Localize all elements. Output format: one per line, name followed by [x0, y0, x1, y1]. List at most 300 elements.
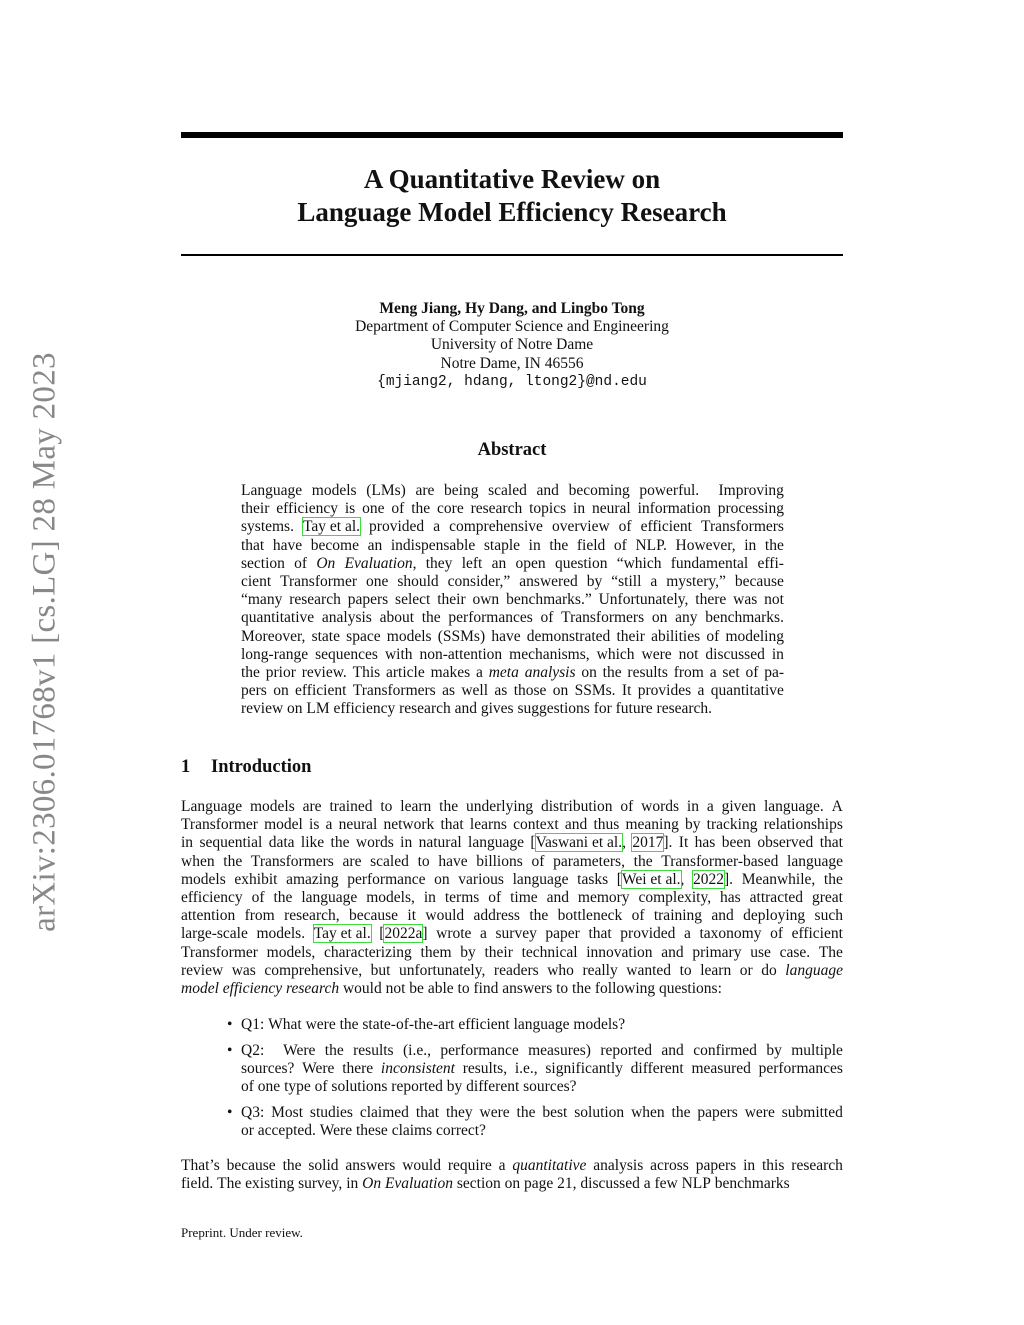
word-group	[639, 482, 699, 500]
word: they	[445, 1104, 473, 1121]
word-group	[223, 853, 242, 871]
word-group	[470, 816, 507, 834]
word: were	[305, 1016, 336, 1033]
text-line	[241, 1042, 843, 1060]
word: words	[641, 798, 680, 815]
word: that	[588, 925, 612, 943]
word: Transformer	[181, 816, 258, 834]
word-group	[241, 482, 302, 500]
word: data	[268, 834, 295, 852]
word-group	[370, 853, 409, 871]
word: tasks	[577, 870, 609, 888]
citation-link[interactable]: 2022a	[384, 925, 423, 943]
word: various	[458, 870, 504, 888]
word-group	[268, 1016, 302, 1034]
word: efficient	[458, 1016, 510, 1033]
word-group	[331, 834, 350, 852]
word: because	[734, 573, 784, 591]
word: of	[391, 500, 405, 518]
word: deploying	[743, 907, 806, 925]
word: measured	[691, 1060, 751, 1078]
word-group	[638, 682, 691, 700]
word-group	[280, 573, 357, 591]
word: of	[620, 798, 634, 815]
word-group	[181, 834, 193, 852]
text-line	[241, 482, 784, 500]
section-title: Introduction	[211, 757, 312, 777]
word-group	[494, 962, 539, 980]
word-group	[463, 1060, 507, 1078]
word-group	[491, 628, 520, 646]
word-group	[616, 628, 644, 646]
word-group	[241, 555, 285, 573]
word-group	[657, 700, 713, 718]
word: one	[257, 1078, 281, 1096]
word: survey,	[298, 1175, 343, 1193]
word-group	[661, 1042, 683, 1060]
word-group	[573, 500, 585, 518]
word: non-attention	[419, 645, 503, 663]
word: overview	[551, 518, 610, 536]
word-group	[419, 834, 462, 852]
word: review.	[301, 664, 347, 682]
word-group	[701, 518, 784, 536]
word: On	[362, 1175, 382, 1193]
word: of	[613, 536, 627, 554]
author-names: Meng Jiang, Hy Dang, and Lingbo Tong	[379, 300, 645, 317]
word-group	[671, 555, 748, 573]
word-group	[181, 944, 258, 962]
word: a	[683, 925, 691, 943]
word: these	[355, 1122, 388, 1140]
text-line	[181, 1175, 843, 1193]
word: were	[641, 645, 672, 663]
word-group	[529, 500, 566, 518]
word-group	[787, 853, 843, 871]
word-group	[369, 518, 424, 536]
word: any	[675, 609, 698, 627]
word-group	[517, 1104, 536, 1122]
word-group	[346, 1175, 358, 1193]
word: are	[415, 482, 435, 499]
word: different	[466, 1078, 520, 1096]
word-group	[722, 798, 756, 816]
word-group	[791, 1042, 843, 1060]
word-group	[309, 816, 319, 834]
word-group	[276, 500, 338, 518]
word: (LMs)	[366, 482, 406, 499]
word-group	[757, 834, 813, 852]
word: different	[630, 1060, 684, 1078]
word: parameters,	[553, 852, 625, 870]
word-group	[258, 1078, 280, 1096]
word: “which	[616, 554, 662, 572]
word-group	[597, 646, 635, 664]
word-group	[301, 834, 324, 852]
word-group	[785, 962, 843, 980]
bullet-item	[227, 1042, 843, 1097]
word-group	[241, 591, 282, 609]
word-group	[815, 907, 843, 925]
word-group	[700, 962, 731, 980]
word: as	[442, 682, 455, 700]
word-group	[488, 482, 527, 500]
word-group	[573, 1016, 625, 1034]
word: ].	[663, 834, 673, 852]
word: provides	[637, 682, 692, 700]
word-group	[577, 871, 608, 889]
word: staple	[483, 536, 521, 554]
word: efficient	[640, 518, 692, 536]
word: becoming	[568, 482, 630, 499]
word: quantitative	[512, 1157, 587, 1174]
word-group	[411, 500, 430, 518]
word-group	[458, 1016, 509, 1034]
word: submitted	[781, 1104, 843, 1121]
word-group	[385, 1175, 453, 1193]
word-group	[553, 682, 569, 700]
word-group	[581, 664, 597, 682]
title-top-rule	[181, 132, 843, 138]
word-group	[770, 925, 783, 943]
word: It	[621, 682, 632, 700]
word-group	[250, 798, 295, 816]
word: models	[386, 627, 432, 645]
citation-link[interactable]: Tay et al.	[303, 518, 361, 536]
word-group	[687, 798, 699, 816]
word: exhibit	[234, 870, 278, 888]
word: from	[244, 907, 275, 925]
word: efficient	[791, 925, 843, 943]
word: What	[268, 1016, 302, 1033]
word-group	[269, 834, 295, 852]
word: like	[300, 834, 325, 852]
word: On	[316, 554, 336, 572]
word-group	[251, 853, 334, 871]
word-group	[433, 518, 440, 536]
word: distribution	[541, 798, 613, 815]
word: mechanisms,	[509, 645, 590, 663]
word: that	[819, 834, 843, 852]
word: SSMs.	[574, 682, 616, 700]
word-group	[750, 944, 771, 962]
word-group	[719, 482, 784, 500]
word-group	[780, 944, 811, 962]
word: taxonomy	[699, 925, 762, 943]
word-group	[528, 1042, 591, 1060]
word-group	[505, 1175, 521, 1193]
section-number: 1	[181, 757, 191, 777]
word-group	[331, 1078, 387, 1096]
word-group	[679, 834, 688, 852]
word: a	[709, 664, 717, 682]
word-group	[245, 1175, 294, 1193]
word: provided	[369, 518, 425, 536]
word: by	[586, 573, 603, 591]
word-group	[283, 1042, 315, 1060]
text-line	[181, 834, 843, 852]
paper-title	[181, 163, 843, 229]
word: performances	[758, 1060, 843, 1078]
word: learns	[469, 816, 507, 834]
word-group	[537, 482, 559, 500]
word: complexity,	[638, 889, 712, 907]
word-group	[553, 853, 625, 871]
word: not	[764, 591, 784, 609]
word-group	[502, 980, 552, 998]
word: mystery,”	[666, 573, 726, 591]
word: the	[273, 889, 293, 907]
word-group	[580, 1175, 639, 1193]
word-group	[312, 482, 357, 500]
word-group	[397, 573, 438, 591]
word: in	[686, 798, 699, 815]
word-group	[294, 555, 307, 573]
word: the	[411, 500, 431, 518]
word: and	[711, 907, 734, 925]
word: language	[468, 834, 524, 852]
word: on	[287, 700, 303, 718]
word-group	[641, 798, 679, 816]
word-group	[652, 609, 668, 627]
word: require	[447, 1157, 492, 1174]
word-group	[320, 1122, 352, 1140]
citation-link[interactable]: Wei et al.	[621, 870, 681, 888]
word-group	[258, 1122, 316, 1140]
word: the	[223, 852, 243, 870]
word: space	[346, 627, 381, 645]
word-group	[512, 1157, 586, 1175]
word-group	[448, 573, 511, 591]
word: research	[791, 1157, 843, 1174]
word-group	[391, 537, 475, 555]
word: comprehensive,	[264, 961, 363, 979]
word-group	[241, 1060, 294, 1078]
citation-link[interactable]: 2017	[632, 834, 664, 852]
word-group	[308, 1157, 338, 1175]
word: Q3:	[241, 1104, 265, 1121]
word: powerful.	[639, 482, 700, 499]
word: type	[284, 1078, 311, 1096]
word: as	[494, 682, 508, 700]
word-group	[447, 1078, 463, 1096]
word: research	[399, 700, 451, 718]
section-heading	[181, 757, 311, 778]
word-group	[241, 628, 305, 646]
word-group	[409, 980, 424, 998]
word: Moreover,	[241, 627, 306, 645]
word-group	[436, 925, 471, 943]
author-university: University of Notre Dame	[430, 336, 594, 354]
word-group	[448, 609, 532, 627]
word: best	[542, 1104, 568, 1121]
text-line	[181, 889, 843, 907]
word-group	[181, 1175, 213, 1193]
text-line	[181, 907, 843, 925]
word-group	[492, 555, 507, 573]
word: ,	[680, 870, 685, 888]
word: was	[231, 961, 256, 979]
author-address: Notre Dame, IN 46556	[440, 354, 584, 372]
word-group	[575, 682, 616, 700]
word: of	[706, 627, 720, 645]
word: that	[440, 816, 464, 834]
word-group	[386, 664, 425, 682]
title-line-1: A Quantitative Review on	[363, 164, 661, 194]
word-group	[620, 925, 675, 943]
text-line	[241, 700, 784, 718]
word: wanted	[626, 961, 672, 979]
word-group	[340, 1016, 359, 1034]
word-group	[402, 1157, 441, 1175]
word: the	[330, 834, 350, 852]
word: Most	[271, 1104, 304, 1121]
word: scaled	[370, 852, 409, 870]
word-group	[735, 573, 784, 591]
word: there	[695, 591, 727, 609]
text-line	[241, 537, 784, 555]
word-group	[549, 537, 568, 555]
word: training	[653, 907, 703, 925]
word: in	[744, 536, 757, 554]
citation-link[interactable]: Vaswani et al.	[535, 834, 623, 852]
word-group	[241, 1104, 264, 1122]
word: them	[420, 943, 452, 961]
word-group	[766, 1042, 782, 1060]
word-group	[792, 925, 843, 943]
word: of	[294, 554, 308, 572]
word-group	[445, 889, 479, 907]
word: memory	[577, 889, 630, 907]
word-group	[599, 591, 689, 609]
word-group	[707, 798, 714, 816]
word: “still	[611, 573, 642, 591]
word: long-range	[241, 645, 309, 663]
word-group	[458, 980, 470, 998]
word-group	[439, 798, 458, 816]
text-line	[181, 980, 843, 998]
word: processing	[717, 500, 784, 518]
word-group	[659, 980, 722, 998]
word-group	[283, 1157, 302, 1175]
word: time	[510, 889, 538, 907]
arxiv-identifier: arXiv:2306.01768v1 [cs.LG] 28 May 2023	[26, 352, 63, 932]
word: analysis	[321, 609, 372, 627]
word-group	[284, 1078, 311, 1096]
word: or	[739, 961, 753, 979]
abstract-paragraph	[241, 482, 784, 719]
word-group	[661, 944, 683, 962]
word: an	[491, 554, 507, 572]
word: the	[439, 798, 459, 815]
word: by	[685, 816, 701, 834]
citation-link[interactable]: Tay et al.	[313, 925, 371, 943]
word: by	[766, 1042, 782, 1059]
citation-link[interactable]: 2022	[693, 870, 725, 888]
word-group	[614, 537, 627, 555]
word: 21,	[557, 1175, 577, 1193]
word-group	[517, 700, 589, 718]
word: benchmarks	[714, 1175, 790, 1193]
word-group	[711, 907, 733, 925]
word-group	[437, 591, 465, 609]
word-group	[641, 518, 692, 536]
word: LM	[306, 700, 330, 718]
word: Q1:	[241, 1016, 265, 1033]
author-block	[181, 300, 843, 391]
word: by	[460, 943, 476, 961]
word-group	[343, 853, 362, 871]
word-group	[284, 907, 340, 925]
word-group	[527, 628, 611, 646]
word-group	[820, 834, 843, 852]
word-group	[326, 816, 333, 834]
word: Transformer	[280, 573, 358, 591]
word-group	[471, 500, 523, 518]
word: have	[438, 852, 468, 870]
word: of	[540, 609, 554, 627]
word-group	[245, 907, 275, 925]
word-group	[426, 555, 453, 573]
word-group	[745, 1104, 775, 1122]
word: is	[309, 816, 320, 834]
word: efficiency	[333, 700, 396, 718]
word: technical	[521, 943, 578, 961]
word: of	[770, 925, 783, 943]
text-line	[181, 816, 843, 834]
word-group	[622, 682, 631, 700]
word: of	[314, 1078, 328, 1096]
word: the	[241, 664, 260, 682]
word: not	[385, 980, 406, 998]
word-group	[680, 962, 692, 980]
word: performance	[440, 1042, 519, 1059]
word-group	[578, 889, 630, 907]
text-line	[241, 646, 784, 664]
word-group	[577, 537, 605, 555]
word: models.	[256, 925, 306, 943]
text-line	[241, 1104, 843, 1122]
word-group	[334, 700, 396, 718]
word: performances	[448, 609, 533, 627]
word-group	[547, 889, 569, 907]
word-group	[466, 1078, 519, 1096]
word-group	[617, 871, 685, 889]
bullet-icon: •	[227, 1016, 233, 1033]
word-group	[758, 555, 784, 573]
word-group	[306, 700, 329, 718]
word-group	[366, 889, 415, 907]
word-group	[720, 889, 741, 907]
word-group	[698, 682, 705, 700]
word-group	[632, 907, 645, 925]
word-group	[631, 1104, 665, 1122]
word: an	[367, 536, 383, 554]
word: a	[476, 664, 483, 682]
word: the	[339, 1016, 359, 1033]
word: [	[616, 870, 622, 888]
word-group	[529, 537, 541, 555]
word-group	[217, 1175, 241, 1193]
word-group	[759, 1060, 843, 1078]
word-group	[345, 555, 417, 573]
text-line	[241, 573, 784, 591]
word-group	[241, 1016, 264, 1034]
word-group	[650, 573, 657, 591]
word-group	[362, 500, 384, 518]
word-group	[711, 682, 784, 700]
word-group	[425, 907, 464, 925]
